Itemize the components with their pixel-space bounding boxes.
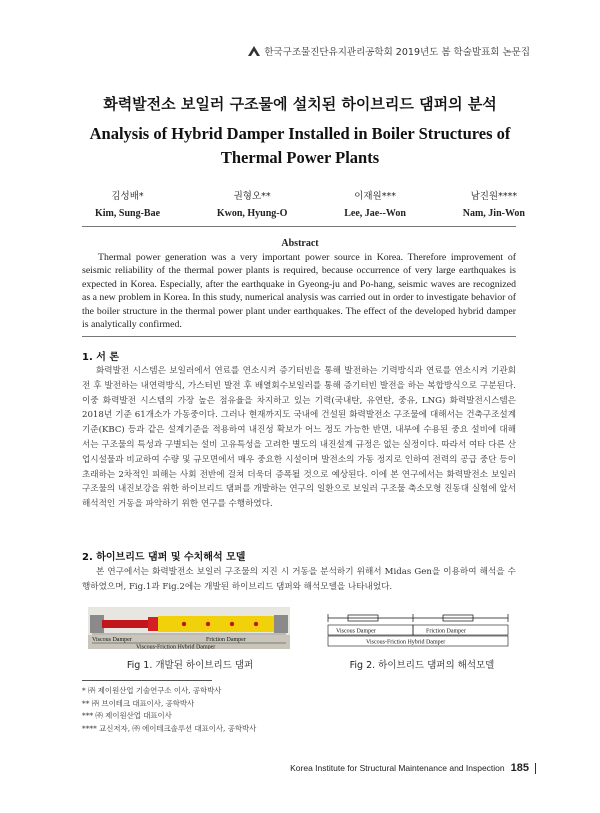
section-heading-introduction: 1. 서 론 — [82, 352, 120, 363]
abstract-text: Thermal power generation was a very important power source in Korea. Therefore improvement of seismic reliability of the thermal power plants is required, because occurrence of very large earthquakes is expected in Korea. Especially, after the earthquake in Gyeong-ju and Po-hang, seismic waves are recognized as a new problem in Korea. In this study, numerical analysis was carried out in order to investigate behavior of the boiler structure in the thermal power plant under earthquakes. The effect of the developed hybrid damper is analytically confirmed. — [82, 252, 516, 331]
author-name-en: Kim, Sung-Bae — [95, 208, 161, 219]
footnote: *** ㈜ 제이원산업 대표이사 — [82, 711, 172, 721]
footnote-rule — [82, 680, 212, 681]
header-text: 한국구조물진단유지관리공학회 2019년도 봄 학술발표회 논문집 — [264, 47, 530, 58]
author-name-ko: 이재원*** — [354, 191, 396, 202]
author-name-en: Kwon, Hyung-O — [216, 208, 288, 219]
fig1-label-hybrid: Viscous-Friction Hybrid Damper — [136, 644, 216, 649]
author-name-ko: 김성배* — [111, 191, 144, 202]
fig2-label-friction: Friction Damper — [426, 628, 466, 635]
figure-1-caption: Fig 1. 개발된 하이브리드 댐퍼 — [126, 660, 254, 671]
footer-divider — [535, 763, 536, 774]
section-text-introduction: 화력발전 시스템은 보일러에서 연료를 연소시켜 증기터빈을 통해 발전하는 기력방식과 연료를 연소시켜 기관회전 후 발전하는 내연력방식, 가스터빈 발전 후 배열회수보일러를 통해 증기터빈 발전을 하는 복합방식으로 구분된다. 이중 화력발전 시스템의 가장 높은 점유율을 차지하고 있는 기력(국내탄, 유연탄, 중유, LNG) 화력발전시스템은 2018년 기준 61개소가 가동중이다. 그러나 현재까지도 국내에 건설된 화력발전소 구조물에 대해서는 건축구조설계기준(KBC) 등과 같은 설계기준을 적용하여 내진성 확보가 어느 정도 가능한 반면, 내부에 수용된 중요 설비에 대해서는 구조물의 특성과 구별되는 설비 고유특성을 고려한 별도의 내진설계 규정은 없는 실정이다. 따라서 여타 다른 산업시설물과 비교하여 수량 및 규모면에서 매우 중요한 시설이며 발전소의 가동 정지로 인하여 전력의 공급 중단 등이 초래하는 2차적인 피해는 사회 전반에 걸쳐 더욱더 증폭될 것으로 예상된다. 이에 본 연구에서는 화력발전소 보일러 구조물의 내진보강을 위한 하이브리드 댐퍼를 개발하는 연구의 일환으로 보일러 구조물 축소모형 진동대 실험에 앞서 해석적인 거동을 파악하기 위한 연구를 수행하였다. — [82, 366, 516, 510]
author — [344, 188, 406, 222]
title-english: Analysis of Hybrid Damper Installed in Boiler Structures of Thermal Power Plants — [89, 124, 511, 167]
page-number: 185 — [510, 762, 529, 774]
author-name-ko: 권형오** — [233, 191, 271, 202]
fig2-label-hybrid: Viscous-Friction Hybrid Damper — [366, 639, 446, 646]
footnotes — [82, 685, 256, 735]
title-korean: 화력발전소 보일러 구조물에 설치된 하이브리드 댐퍼의 분석 — [103, 95, 497, 113]
author — [463, 188, 525, 222]
fig1-label-viscous: Viscous Damper — [92, 637, 132, 643]
footnote: ** ㈜ 브이테크 대표이사, 공학박사 — [82, 698, 195, 708]
footnote: * ㈜ 제이원산업 기술연구소 이사, 공학박사 — [82, 686, 222, 695]
author — [95, 188, 160, 222]
abstract-top-rule — [82, 226, 516, 227]
author-name-en: Lee, Jae--Won — [344, 208, 406, 219]
author-name-ko: 남진원**** — [470, 191, 518, 202]
author-name-en: Nam, Jin-Won — [462, 208, 525, 219]
figure-1-damper-photo — [88, 607, 290, 649]
author-list — [95, 188, 525, 222]
abstract-heading: Abstract — [281, 238, 319, 249]
section-heading-damper-model: 2. 하이브리드 댐퍼 및 수치해석 모델 — [82, 552, 246, 563]
triangle-logo-icon — [248, 46, 260, 56]
author — [217, 188, 288, 222]
running-header — [248, 44, 530, 58]
figure-2-caption: Fig 2. 하이브리드 댐퍼의 해석모델 — [349, 660, 495, 671]
figure-2-analysis-model — [318, 610, 518, 652]
fig1-label-friction: Friction Damper — [206, 637, 246, 643]
fig2-label-viscous: Viscous Damper — [336, 628, 376, 635]
footnote: **** 교신저자, ㈜ 에이테크솔루션 대표이사, 공학박사 — [82, 723, 257, 733]
abstract-bottom-rule — [82, 336, 516, 337]
section-text-damper-model: 본 연구에서는 화력발전소 보일러 구조물의 지진 시 거동을 분석하기 위해서 Midas Gen을 이용하여 해석을 수행하였으며, Fig.1과 Fig.2에는 개발된 하이브리드 댐퍼와 해석모델을 나타내었다. — [82, 567, 516, 592]
footer-journal: Korea Institute for Structural Maintenance and Inspection — [290, 763, 505, 773]
page-footer — [290, 762, 536, 774]
